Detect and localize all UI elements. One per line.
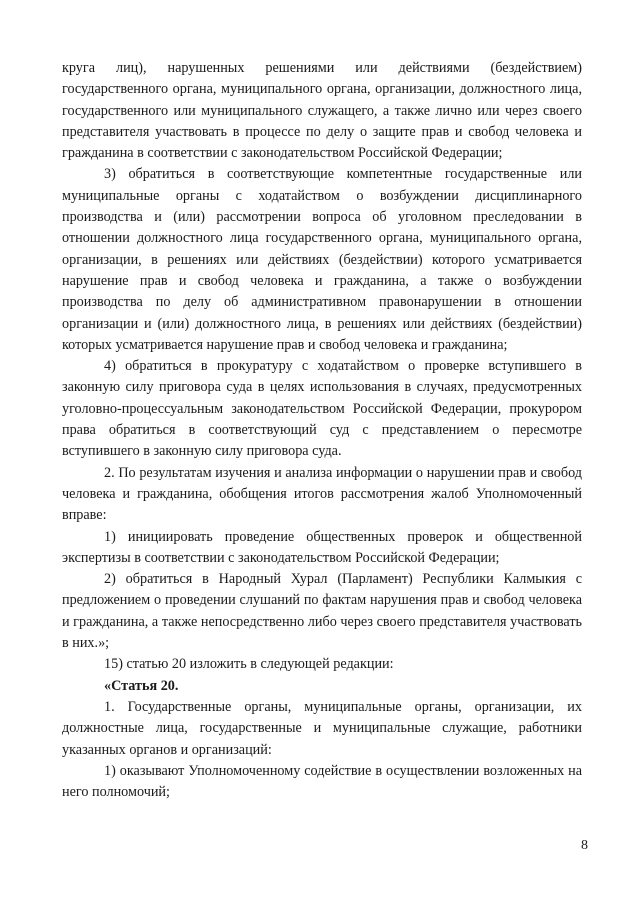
- paragraph-section-2-item-2: 2) обратиться в Народный Хурал (Парламент) Республики Калмыкия с предложением о проведении слушаний по фактам нарушения прав и свобод человека и гражданина, а также непосредственно либо через своего представителя участвовать в них.»;: [62, 571, 582, 652]
- paragraph-section-2: 2. По результатам изучения и анализа информации о нарушении прав и свобод человека и гражданина, обобщения итогов рассмотрения жалоб Уполномоченный вправе:: [62, 464, 582, 524]
- paragraph-section-2-item-1: 1) инициировать проведение общественных проверок и общественной экспертизы в соответствии с законодательством Российской Федерации;: [62, 528, 582, 566]
- article-20-heading: «Статья 20.: [104, 677, 179, 694]
- article-20-section-1: 1. Государственные органы, муниципальные органы, организации, их должностные лица, государственные и муниципальные служащие, работники указанных органов и организаций:: [62, 698, 582, 758]
- paragraph-continuation: круга лиц), нарушенных решениями или действиями (бездействием) государственного органа, муниципального органа, организации, должностного лица, государственного или муниципального служащего, а также лично или через своего представителя участвовать в процессе по делу о защите прав и свобод человека и гражданина в соответствии с законодательством Российской Федерации;: [62, 60, 582, 162]
- paragraph-item-3: 3) обратиться в соответствующие компетентные государственные или муниципальные органы с ходатайством о возбуждении дисциплинарного производства и (или) рассмотрении вопроса об уголовном преследовании в отношении должностного лица государственного органа, муниципального органа, организации, в решениях или действиях (бездействии) которого усматривается нарушение прав и свобод человека и гражданина, а также о возбуждении производства по делу об административном правонарушении в отношении организации и (или) должностного лица, в решениях или действиях (бездействии) которых усматривается нарушение прав и свобод человека и гражданина;: [62, 166, 582, 353]
- document-page: [62, 58, 582, 803]
- article-20-section-1-item-1: 1) оказывают Уполномоченному содействие в осуществлении возложенных на него полномочий;: [62, 762, 582, 801]
- paragraph-item-4: 4) обратиться в прокуратуру с ходатайством о проверке вступившего в законную силу приговора суда в целях использования в случаях, предусмотренных уголовно-процессуальным законодательством Российской Федерации, прокурором права обратиться в соответствующий суд с представлением о пересмотре вступившего в законную силу приговора суда.: [62, 358, 582, 460]
- paragraph-amendment-15: 15) статью 20 изложить в следующей редакции:: [104, 656, 394, 673]
- page-number: 8: [581, 838, 588, 853]
